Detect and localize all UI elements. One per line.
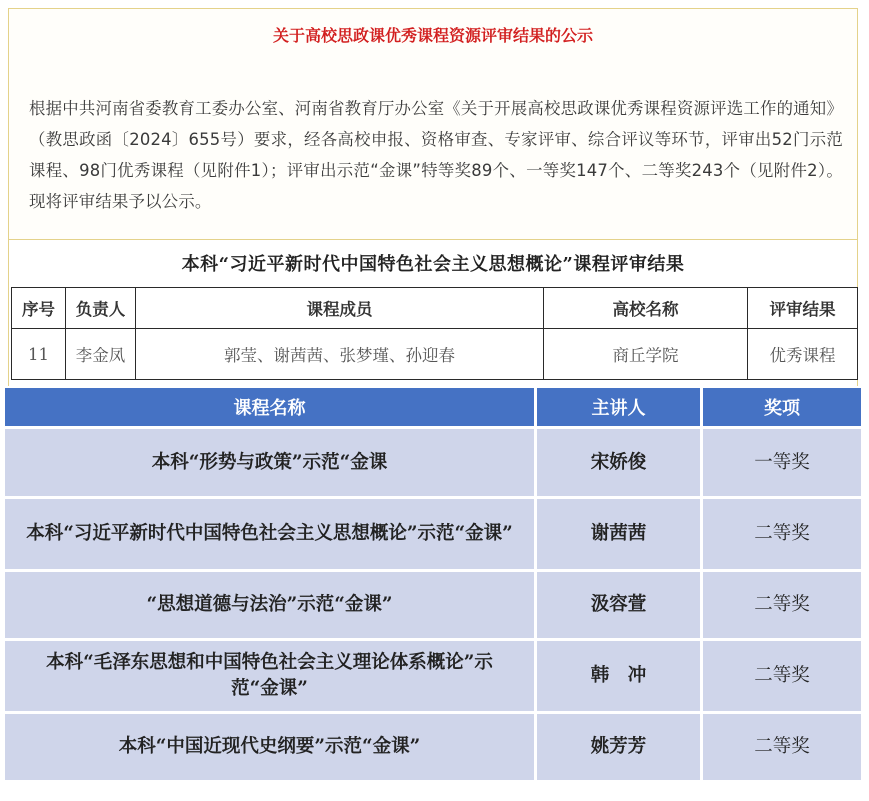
result-title: 本科“习近平新时代中国特色社会主义思想概论”课程评审结果 (181, 254, 685, 275)
course-name: 本科“中国近现代史纲要”示范“金课” (5, 714, 537, 783)
lecturer-name: 姚芳芳 (537, 714, 703, 783)
award-table-header (5, 388, 861, 429)
header-cell-members: 课程成员 (136, 288, 544, 329)
notice-panel (8, 8, 858, 240)
notice-body: 根据中共河南省委教育工委办公室、河南省教育厅办公室《关于开展高校思政课优秀课程资源评选工作的通知》（教思政函〔2024〕655号）要求，经各高校申报、资格审查、专家评审、综合评议等环节，评审出52门示范课程、98门优秀课程（见附件1）；评审出示范“金课”特等奖89个、一等奖147个、二等奖243个（见附件2）。现将评审结果予以公示。 (29, 99, 843, 211)
result-table-header (12, 288, 858, 329)
cell-school: 商丘学院 (544, 329, 748, 380)
award-row (5, 641, 861, 714)
course-name: 本科“形势与政策”示范“金课 (5, 429, 537, 499)
header-cell-result: 评审结果 (748, 288, 858, 329)
header-cell-school: 高校名称 (544, 288, 748, 329)
course-name: “思想道德与法治”示范“金课” (5, 572, 537, 641)
award-level: 一等奖 (703, 429, 861, 499)
course-name: 本科“习近平新时代中国特色社会主义思想概论”示范“金课” (5, 499, 537, 572)
header-course: 课程名称 (5, 388, 537, 429)
header-cell-leader: 负责人 (66, 288, 136, 329)
cell-index: 11 (12, 329, 66, 380)
header-lecturer: 主讲人 (537, 388, 703, 429)
award-row (5, 499, 861, 572)
award-row (5, 572, 861, 641)
result-section (8, 240, 858, 386)
lecturer-name: 谢茜茜 (537, 499, 703, 572)
lecturer-name: 汲容萱 (537, 572, 703, 641)
cell-leader: 李金凤 (66, 329, 136, 380)
award-level: 二等奖 (703, 499, 861, 572)
course-name: 本科“毛泽东思想和中国特色社会主义理论体系概论”示范“金课” (5, 641, 537, 714)
result-table (11, 287, 858, 380)
result-table-row (12, 329, 858, 380)
award-row (5, 429, 861, 499)
award-level: 二等奖 (703, 572, 861, 641)
cell-members: 郭莹、谢茜茜、张梦瑾、孙迎春 (136, 329, 544, 380)
header-cell-index: 序号 (12, 288, 66, 329)
award-table (5, 388, 861, 783)
award-level: 二等奖 (703, 641, 861, 714)
award-row (5, 714, 861, 783)
header-award: 奖项 (703, 388, 861, 429)
notice-title: 关于高校思政课优秀课程资源评审结果的公示 (272, 26, 593, 45)
award-level: 二等奖 (703, 714, 861, 783)
lecturer-name: 韩 冲 (537, 641, 703, 714)
lecturer-name: 宋娇俊 (537, 429, 703, 499)
cell-result: 优秀课程 (748, 329, 858, 380)
